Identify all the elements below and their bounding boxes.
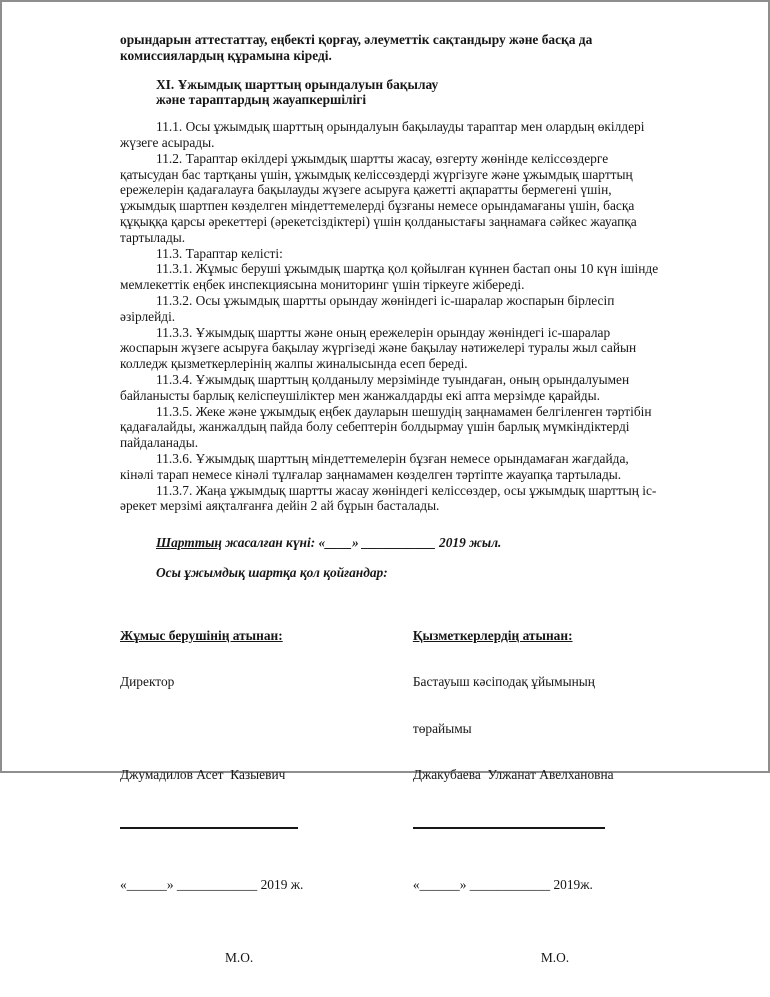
clause-11-2: 11.2. Тараптар өкілдері ұжымдық шартты жасау, өзгерту жөнінде келіссөздерге қатысудан бас тартқаны үшін, ұжымдық келіссөздерді жүргізуге және ұжымдық шарттың ережелерін қадағалауға бақылауды жүзеге асыруға қажетті ақпаратты бермегені үшін, ұжымдық шартпен көзделген міндеттемелерді бұзғаны немесе орындамағаны үшін, басқа құқыққа қарсы әрекеттері (әрекетсіздіктері) үшін қолданыстағы заңнамаға сәйкес жауапқа тартылады.: [120, 150, 637, 245]
clause-11-3-6: 11.3.6. Ұжымдық шарттың міндеттемелерін бұзған немесе орындамаған жағдайда, кінәлі тарап немесе кінәлі тұлғалар заңнамамен көзделген тәртіпте жауапқа тартылады.: [120, 450, 629, 482]
employees-role: Бастауыш кәсіподақ ұйымының: [412, 674, 595, 690]
employees-header: Қызметкерлердің атынан:: [412, 627, 573, 643]
employer-stamp: М.О.: [225, 950, 254, 966]
employer-header: Жұмыс берушінің атынан:: [120, 627, 283, 643]
employer-role-spacer: [120, 721, 413, 737]
clause-11-3-7: 11.3.7. Жаңа ұжымдық шартты жасау жөніндегі келіссөздер, осы ұжымдық шарттың іс-әрекет мерзімі аяқталғанға дейін 2 ай бұрын басталады.: [120, 482, 657, 514]
clause-11-3-3: 11.3.3. Ұжымдық шартты және оның ережелерін орындау жөніндегі іс-шаралар жоспарын жүзеге асыруға бақылау жүргізеді және бақылау нәтижелері туралы жыл сайын колледж қызметкерлерінің жалпы жиналысында есеп береді.: [120, 324, 637, 372]
employer-role: Директор: [120, 674, 175, 690]
signature-section: [120, 597, 662, 997]
contract-date-rest: жасалған күні: «____» ___________ 2019 жыл.: [221, 535, 502, 551]
employer-date-line: «______» ____________ 2019 ж.: [120, 876, 304, 892]
employees-name: Джакубаева Улжанат Авелхановна: [412, 767, 614, 783]
section-heading-line1: XI. Ұжымдық шарттың орындалуын бақылау: [156, 76, 439, 92]
employees-date-line: «______» ____________ 2019ж.: [412, 876, 593, 892]
signatories-line: Осы ұжымдық шартқа қол қойғандар:: [156, 564, 388, 580]
contract-date-underlined-word: Шарттың: [156, 535, 222, 551]
employer-signature-line: [120, 827, 298, 829]
clause-11-3-5: 11.3.5. Жеке және ұжымдық еңбек дауларын шешудің заңнамамен белгіленген тәртібін қадағалайды, жанжалдың пайда болу себептерін болдырмау үшін барлық мүмкіндіктерді пайдаланады.: [120, 403, 652, 451]
clause-11-3-1: 11.3.1. Жұмыс беруші ұжымдық шартқа қол қойылған күннен бастап оны 10 күн ішінде мемлекеттік еңбек инспекциясына мониторинг үшін тіркеуге жібереді.: [120, 261, 659, 293]
employees-stamp: М.О.: [540, 950, 570, 966]
clause-11-3: 11.3. Тараптар келісті:: [156, 245, 283, 261]
employees-signature-block: [413, 597, 662, 997]
employer-name: Джумадилов Асет Казыевич: [120, 767, 286, 783]
section-heading: [120, 77, 662, 109]
document-content: [2, 2, 768, 997]
employees-signature-line: [413, 827, 605, 829]
clause-11-3-2: 11.3.2. Осы ұжымдық шартты орындау жөніндегі іс-шаралар жоспарын бірлесіп әзірлейді.: [120, 292, 615, 324]
section-heading-line2: және тараптардың жауапкершілігі: [156, 92, 367, 108]
clause-11-3-4: 11.3.4. Ұжымдық шарттың қолданылу мерзімінде туындаған, оның орындалуымен байланысты барлық келіспеушіліктер мен жанжалдарды екі апта мерзімде қарайды.: [120, 371, 630, 403]
intro-paragraph: орындарын аттестаттау, еңбекті қорғау, әлеуметтік сақтандыру және басқа да комиссиялардың құрамына кіреді.: [120, 32, 593, 63]
employer-signature-block: [120, 597, 413, 997]
clause-11-1: 11.1. Осы ұжымдық шарттың орындалуын бақылауды тараптар мен олардың өкілдері жүзеге асырады.: [120, 119, 645, 150]
employees-role-line2: төрайымы: [412, 720, 472, 736]
contract-date-line: [120, 535, 662, 551]
